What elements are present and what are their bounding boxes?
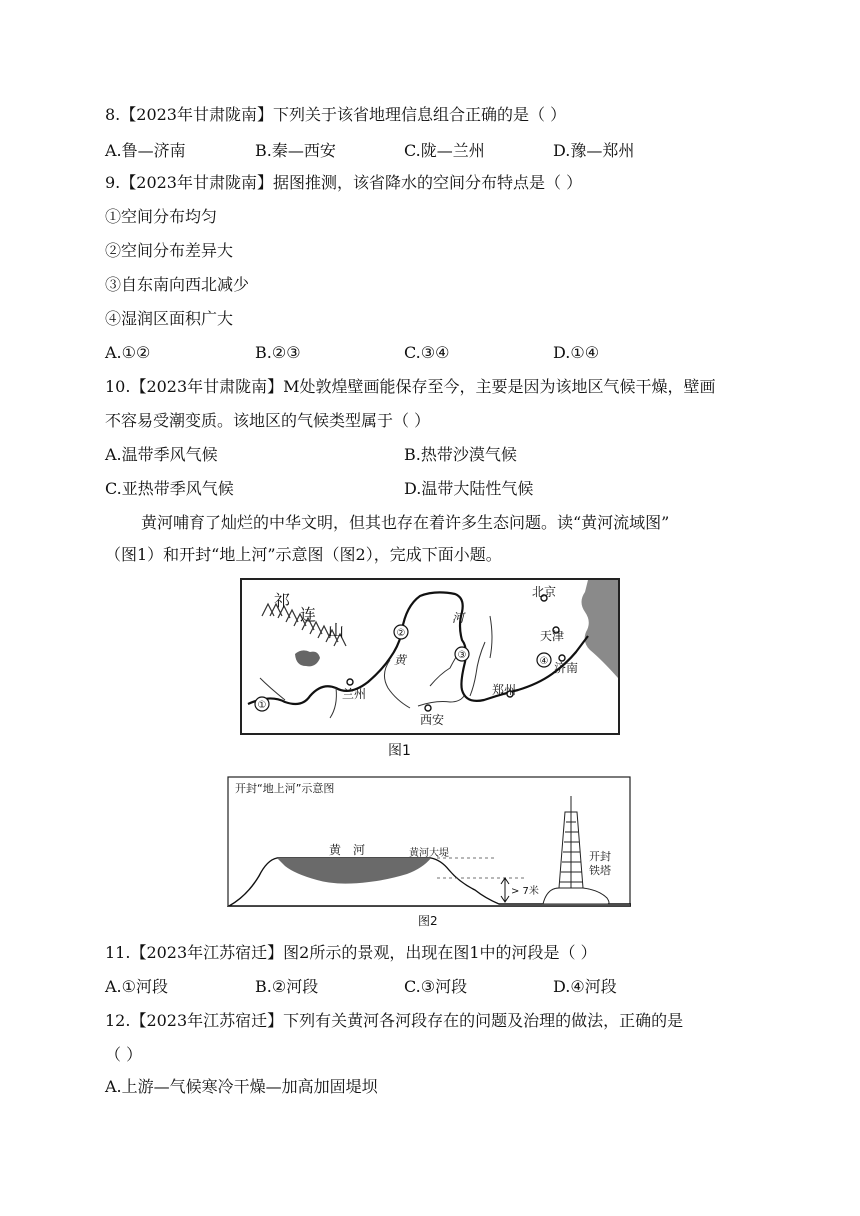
q9-option-c: C.③④	[404, 343, 450, 362]
intro-line2: （图1）和开封“地上河”示意图（图2），完成下面小题。	[105, 545, 502, 564]
kaifeng-above-ground-river-diagram	[227, 776, 631, 908]
figure-1-caption: 图1	[388, 743, 411, 759]
label-lian: 连	[300, 605, 317, 624]
fig2-tower-label-2: 铁塔	[589, 864, 611, 877]
q9-item-1: ①空间分布均匀	[105, 207, 218, 226]
fig2-tower-label-1: 开封	[589, 850, 611, 863]
label-zhengzhou: 郑州	[492, 683, 517, 697]
label-xian: 西安	[420, 713, 445, 727]
label-jinan: 济南	[554, 661, 579, 675]
q10-stem-line1: 10.【2023年甘肃陇南】M处敦煌壁画能保存至今，主要是因为该地区气候干燥，壁画	[105, 377, 716, 396]
intro-line1: 黄河哺育了灿烂的中华文明，但其也存在着许多生态问题。读“黄河流域图”	[141, 513, 670, 532]
figure-2-caption: 图2	[418, 914, 438, 928]
q11-stem: 11.【2023年江苏宿迁】图2所示的景观，出现在图1中的河段是（ ）	[105, 943, 597, 962]
fig2-title: 开封“地上河”示意图	[235, 782, 335, 795]
q10-option-d: D.温带大陆性气候	[404, 479, 534, 498]
q9-stem: 9.【2023年甘肃陇南】据图推测，该省降水的空间分布特点是（ ）	[105, 173, 583, 192]
marker-2: ②	[396, 628, 406, 639]
q9-option-d: D.①④	[553, 343, 600, 362]
q11-option-a: A.①河段	[105, 977, 168, 996]
label-tianjin: 天津	[540, 629, 565, 643]
marker-4: ④	[539, 656, 549, 667]
fig2-levee-label: 黄河大堤	[409, 848, 449, 859]
q12-option-a: A.上游—气候寒冷干燥—加高加固堤坝	[105, 1077, 378, 1096]
q10-option-a: A.温带季风气候	[105, 445, 218, 464]
q9-item-4: ④湿润区面积广大	[105, 309, 234, 328]
q10-option-c: C.亚热带季风气候	[105, 479, 234, 498]
q8-option-b: B.秦—西安	[255, 141, 336, 160]
fig2-river-label: 黄 河	[329, 843, 366, 857]
q8-option-d: D.豫—郑州	[553, 141, 635, 160]
q10-stem-line2: 不容易受潮变质。该地区的气候类型属于（ ）	[105, 411, 431, 430]
q11-option-c: C.③河段	[404, 977, 468, 996]
q11-option-d: D.④河段	[553, 977, 617, 996]
q9-option-b: B.②③	[255, 343, 301, 362]
label-beijing: 北京	[532, 585, 557, 599]
q9-option-a: A.①②	[105, 343, 151, 362]
label-he: 河	[452, 611, 465, 625]
yellow-river-basin-map	[240, 578, 620, 736]
label-lanzhou: 兰州	[342, 687, 367, 701]
q12-stem-line2: （ ）	[105, 1045, 143, 1064]
q10-option-b: B.热带沙漠气候	[404, 445, 517, 464]
label-huang: 黄	[394, 653, 407, 667]
label-qi: 祁	[274, 591, 291, 610]
q9-item-3: ③自东南向西北减少	[105, 275, 250, 294]
q11-option-b: B.②河段	[255, 977, 319, 996]
q12-stem-line1: 12.【2023年江苏宿迁】下列有关黄河各河段存在的问题及治理的做法，正确的是	[105, 1011, 684, 1030]
label-shan: 山	[328, 621, 345, 640]
marker-3: ③	[457, 650, 467, 661]
fig2-height-label: > 7米	[511, 886, 539, 897]
q8-option-a: A.鲁—济南	[105, 141, 186, 160]
q8-option-c: C.陇—兰州	[404, 141, 485, 160]
marker-1: ①	[257, 700, 267, 711]
q8-stem: 8.【2023年甘肃陇南】下列关于该省地理信息组合正确的是（ ）	[105, 105, 567, 124]
q9-item-2: ②空间分布差异大	[105, 241, 234, 260]
